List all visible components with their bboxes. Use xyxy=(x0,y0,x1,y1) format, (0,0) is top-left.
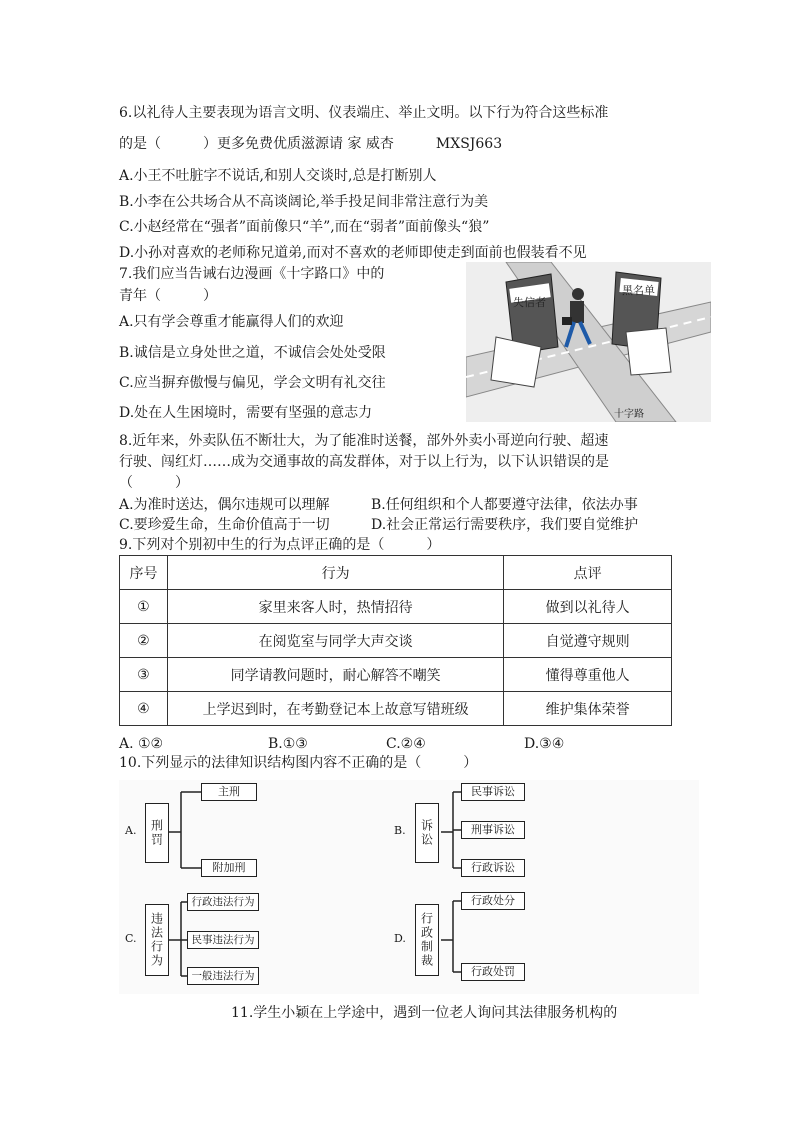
diagram-c-child-3: 一般违法行为 xyxy=(187,967,259,985)
diagram-b-child-1: 民事诉讼 xyxy=(461,783,525,801)
diagram-c-child-1: 行政违法行为 xyxy=(187,893,259,911)
diagram-connectors xyxy=(119,780,699,994)
table-row xyxy=(120,590,672,624)
table-cell: ② xyxy=(120,624,168,658)
q9-option-d: D.③④ xyxy=(524,736,565,752)
table-header-row xyxy=(120,556,672,590)
q8-stem-line1: 8.近年来，外卖队伍不断壮大，为了能准时送餐，部外外卖小哥逆向行驶、超速 xyxy=(119,433,609,449)
q7-option-c: C.应当摒弃傲慢与偏见，学会文明有礼交往 xyxy=(119,375,386,391)
q6-stem-line1: 6.以礼待人主要表现为语言文明、仪表端庄、举止文明。以下行为符合这些标准 xyxy=(119,105,609,121)
diagram-d-label: D. xyxy=(394,932,406,945)
q7-stem-line2: 青年（ ） xyxy=(119,288,217,304)
table-header-cell: 点评 xyxy=(504,556,672,590)
crossroad-illustration xyxy=(466,262,711,422)
table-cell: 同学请教问题时，耐心解答不嘲笑 xyxy=(167,658,503,692)
q7-option-d: D.处在人生困境时，需要有坚强的意志力 xyxy=(119,405,373,421)
diagram-d-child-1: 行政处分 xyxy=(461,892,525,910)
q6-option-d: D.小孙对喜欢的老师称兄道弟,而对不喜欢的老师即使走到面前也假装看不见 xyxy=(119,245,587,261)
diagram-a-child-1: 主刑 xyxy=(201,783,257,801)
q6-option-b: B.小李在公共场合从不高谈阔论,举手投足间非常注意行为美 xyxy=(119,194,489,210)
table-header-cell: 行为 xyxy=(167,556,503,590)
diagram-c-label: C. xyxy=(125,932,137,945)
diagram-d-root: 行政制裁 xyxy=(415,904,439,976)
table-cell: 在阅览室与同学大声交谈 xyxy=(167,624,503,658)
q9-stem: 9.下列对个别初中生的行为点评正确的是（ ） xyxy=(119,537,441,553)
q8-option-d: D.社会正常运行需要秩序，我们要自觉维护 xyxy=(371,517,639,533)
diagram-b-child-3: 行政诉讼 xyxy=(461,859,525,877)
table-row xyxy=(120,658,672,692)
table-cell: 懂得尊重他人 xyxy=(504,658,672,692)
table-row xyxy=(120,692,672,726)
crossroad-cartoon xyxy=(466,262,711,422)
diagram-c-child-2: 民事违法行为 xyxy=(187,931,259,949)
q8-option-b: B.任何组织和个人都要遵守法律，依法办事 xyxy=(371,497,638,513)
q6-option-a: A.小王不吐脏字不说话,和别人交谈时,总是打断别人 xyxy=(119,168,437,184)
q7-stem-line1: 7.我们应当告诫右边漫画《十字路口》中的 xyxy=(119,266,385,282)
table-cell: 做到以礼待人 xyxy=(504,590,672,624)
q8-stem-line2: 行驶、闯红灯……成为交通事故的高发群体，对于以上行为，以下认识错误的是 xyxy=(119,454,609,470)
table-header-cell: 序号 xyxy=(120,556,168,590)
q9-option-b: B.①③ xyxy=(268,736,308,752)
table-cell: 维护集体荣誉 xyxy=(504,692,672,726)
diagram-a-child-2: 附加刑 xyxy=(201,859,257,877)
diagram-d-child-2: 行政处罚 xyxy=(461,963,525,981)
q8-stem-line3: （ ） xyxy=(119,475,189,491)
q8-option-a: A.为准时送达，偶尔违规可以理解 xyxy=(119,497,330,513)
law-structure-diagram xyxy=(119,780,699,994)
diagram-a-label: A. xyxy=(125,824,137,837)
q9-option-c: C.②④ xyxy=(386,736,426,752)
table-cell: ① xyxy=(120,590,168,624)
table-cell: ③ xyxy=(120,658,168,692)
table-cell: ④ xyxy=(120,692,168,726)
cartoon-sign-blacklist: 黑名单 xyxy=(622,284,655,297)
diagram-b-label: B. xyxy=(394,824,406,837)
diagram-b-child-2: 刑事诉讼 xyxy=(461,821,525,839)
q9-option-a: A. ①② xyxy=(119,736,164,752)
q7-option-a: A.只有学会尊重才能赢得人们的欢迎 xyxy=(119,314,344,330)
q11-stem-line1: 11.学生小颖在上学途中，遇到一位老人询问其法律服务机构的 xyxy=(231,1005,618,1021)
q8-option-c: C.要珍爱生命，生命价值高于一切 xyxy=(119,517,330,533)
cartoon-caption: 十字路 xyxy=(614,409,644,420)
q7-option-b: B.诚信是立身处世之道，不诚信会处处受限 xyxy=(119,345,386,361)
table-cell: 家里来客人时，热情招待 xyxy=(167,590,503,624)
q6-option-c: C.小赵经常在“强者”面前像只“羊”,而在“弱者”面前像头“狼” xyxy=(119,219,490,235)
table-cell: 自觉遵守规则 xyxy=(504,624,672,658)
diagram-b-root: 诉讼 xyxy=(415,803,439,863)
q10-stem: 10.下列显示的法律知识结构图内容不正确的是（ ） xyxy=(119,755,478,771)
diagram-a-root: 刑罚 xyxy=(145,803,169,863)
q9-table xyxy=(119,555,672,726)
table-cell: 上学迟到时，在考勤登记本上故意写错班级 xyxy=(167,692,503,726)
diagram-c-root: 违法行为 xyxy=(145,904,169,976)
table-row xyxy=(120,624,672,658)
cartoon-sign-dishonest: 失信者 xyxy=(513,296,546,309)
q6-stem-line2: 的是（ ）更多免费优质滋源请 家 威杏 MXSJ663 xyxy=(119,136,503,152)
